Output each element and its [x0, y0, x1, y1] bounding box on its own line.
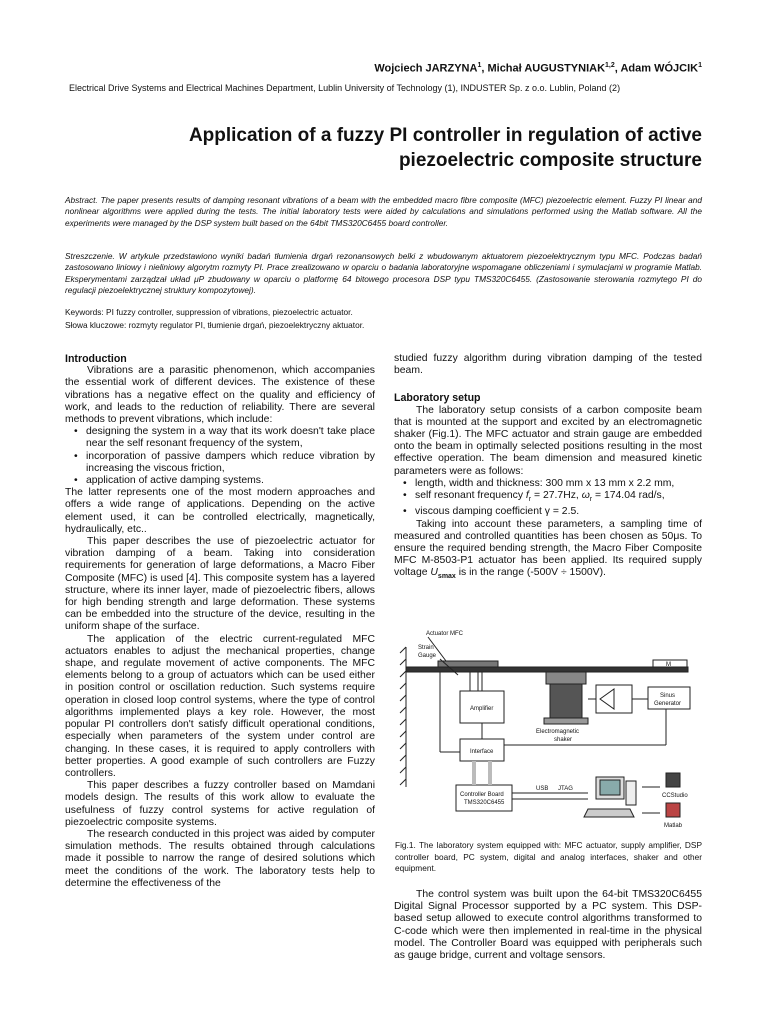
lab-bullet-2a: self resonant frequency: [415, 490, 526, 502]
electromagnetic-shaker: [550, 684, 582, 718]
author-3: Adam WÓJCIK: [620, 62, 699, 75]
figure-1-diagram: [398, 627, 698, 833]
right-column-upper: [394, 353, 702, 584]
lab-bullet-2c: = 174.04 rad/s,: [592, 490, 665, 502]
label-shaker-1: Electromagnetic: [536, 729, 580, 735]
intro-bullet: • application of active damping systems.: [65, 475, 375, 487]
keywords-text: PI fuzzy controller, suppression of vibrations, piezoelectric actuator.: [106, 307, 353, 317]
figure-1-caption: Fig.1. The laboratory system equipped with: MFC actuator, supply amplifier, DSP controller board, PC system, digital and analog interfaces, shaker and other equipment.: [395, 840, 702, 874]
author-1: Wojciech JARZYNA: [374, 62, 478, 75]
left-column: [65, 353, 375, 890]
abstract-text: The paper presents results of damping resonant vibrations of a beam with the embedded macro fibre composite (MFC) piezoelectric element. Fuzzy PI linear and nonlinear algorithms were applied during the tests. The initial laboratory tests were aided by calculations and simulations performed using the Matlab software. All the experiments were managed by the DSP system built based on the 64bit TMS320C6455 board controller.: [65, 195, 702, 228]
streszczenie-label: Streszczenie.: [65, 251, 115, 261]
keywords-en: [65, 306, 702, 319]
voltage-subscript: smax: [437, 573, 456, 581]
lab-bullet-2-w: ω: [581, 490, 590, 502]
lab-bullet-2-sub2: r: [589, 496, 593, 504]
label-interface: Interface: [470, 749, 494, 755]
intro-paragraph-5: This paper describes a fuzzy controller based on Mamdani models design. The results of this work allow to evaluate the usefulness of fuzzy control systems for active regulation of piezoelectric composite systems.: [65, 780, 375, 828]
label-mass: M: [666, 662, 671, 668]
laboratory-setup-heading: Laboratory setup: [394, 392, 481, 405]
ccs-logo: [666, 773, 680, 787]
lab-bullet: • viscous damping coefficient γ = 2.5.: [394, 506, 702, 518]
label-matlab: Matlab: [664, 823, 683, 829]
author-2-affil: 1,2: [605, 62, 615, 69]
pc-keyboard: [584, 809, 634, 817]
streszczenie-text: W artykule przedstawiono wyniki badań tłumienia drgań rezonansowych belki z wbudowanym aktuatorem piezoelektrycznym typu MFC. Podczas badań zastosowano liniowy i nieliniowy algorytm rozmyty PI. Prace zrealizowano w oparciu o badania laboratoryjne wspomagane obliczeniami i symulacjami w programie Matlab. Eksperymentami zarządzał układ μP zbudowany w oparciu o platformę 64 bitowego procesora DSP typu TMS320C6455. (Zastosowanie sterowania rozmytego PI do regulacji piezoelektrycznej struktury kompozytowej).: [65, 251, 702, 296]
lab-bullet: [394, 490, 702, 506]
keywords-label: Keywords:: [65, 307, 104, 317]
intro-bullet: • incorporation of passive dampers which reduce vibration by increasing the viscous friction,: [65, 451, 375, 475]
lab-paragraph-1: The laboratory setup consists of a carbon composite beam that is mounted at the support and excited by an electromagnetic shaker (Fig.1). The MFC actuator and strain gauge are embedded onto the beam in optimally selected positions resulting in the most effective operation. The beam dimension and measured kinetic parameters were as follows:: [394, 404, 702, 477]
intro-paragraph-3: This paper describes the use of piezoelectric actuator for vibration damping of a beam. Taking into consideration requirements for generation of large deformations, a Macro Fiber Composite (MFC) is used [4]. This composite system has a layered structure, where its inner layer, made of piezoelectric fibers, allows for high bending strength and large deformation. These systems can be embedded into the structure of the device, resulting in the uniform shape of the surface.: [65, 536, 375, 633]
lab-bullet-2b: = 27.7Hz,: [531, 490, 582, 502]
streszczenie: [65, 251, 702, 297]
affiliation: Electrical Drive Systems and Electrical Machines Department, Lublin University of Technology (1), INDUSTER Sp. z o.o. Lublin, Poland (2): [69, 83, 621, 93]
lab-bullet: • length, width and thickness: 300 mm x 13 mm x 2.2 mm,: [394, 478, 702, 490]
intro-bullet-list: [65, 426, 375, 487]
label-board-1: Controller Board: [460, 792, 504, 798]
abstract-label: Abstract.: [65, 195, 98, 205]
intro-paragraph-1: Vibrations are a parasitic phenomenon, which accompanies the essential work of different devices. The existence of these vibrations has a negative effect on the quality and efficiency of work, and leads to the reduction of reliability. There are several methods to prevent vibrations, which include:: [65, 365, 375, 426]
keywords: [65, 306, 702, 331]
title-line-1: Application of a fuzzy PI controller in regulation of active: [188, 125, 702, 146]
lab-paragraph-2: [394, 519, 702, 584]
label-sinus-1: Sinus: [660, 693, 676, 699]
author-3-affil: 1: [698, 62, 702, 69]
label-strain-1: Strain: [418, 645, 434, 651]
composite-beam: [406, 667, 688, 672]
right-paragraph-0: studied fuzzy algorithm during vibration damping of the tested beam.: [394, 353, 702, 377]
label-strain-2: Gauge: [418, 653, 437, 659]
paper-title: [102, 123, 702, 173]
matlab-logo: [666, 803, 680, 817]
lab-paragraph-2b: is in the range (-500V ÷ 1500V).: [455, 567, 606, 579]
author-2: Michał AUGUSTYNIAK: [487, 62, 606, 75]
author-line: Wojciech JARZYNA$^1$, Michał AUGUSTYNIAK$^{1,2}$, Adam WÓJCIK$^1$: [374, 62, 702, 75]
lab-paragraph-3: The control system was built upon the 64-bit TMS320C6455 Digital Signal Processor supported by a PC system. This DSP-based setup allowed to execute control algorithms transformed to C-code which were then implemented in real-time in the physical model. The Controller Board was equipped with peripherals such as gauge bridge, current and voltage sensors.: [394, 889, 702, 962]
intro-bullet: • designing the system in a way that its work doesn't take place near the self resonant frequency of the system,: [65, 426, 375, 450]
label-shaker-2: shaker: [554, 737, 573, 743]
controller-board-box: [456, 785, 512, 811]
intro-paragraph-2: The latter represents one of the most modern approaches and offers a wide range of applications. Depending on the active element used, it can be controlled electrically, magnetically, hydraulically, etc..: [65, 487, 375, 535]
voltage-symbol: U: [430, 567, 438, 579]
label-actuator: Actuator MFC: [426, 631, 464, 637]
label-board-2: TMS320C6455: [464, 800, 505, 806]
abstract: [65, 195, 702, 229]
keywords-pl-label: Słowa kluczowe:: [65, 319, 127, 330]
keywords-pl: [65, 319, 702, 332]
intro-paragraph-6: The research conducted in this project was aided by computer simulation methods. The results obtained through calculations made it possible to narrow the range of desired solutions which meet the conditions of the work. The laboratory tests help to determine the effectiveness of the: [65, 828, 375, 889]
lab-bullet-2-sub1: r: [528, 496, 532, 504]
label-usb: USB: [536, 786, 549, 792]
lab-bullet-list: [394, 478, 702, 519]
introduction-heading: Introduction: [65, 353, 127, 365]
label-jtag: JTAG: [558, 786, 573, 792]
intro-paragraph-4: The application of the electric current-regulated MFC actuators enables to adjust the mechanical properties, change shape, and regulate movement of active components. The MFC elements belong to a group of actuators which can be used either in position control or oscillation reduction. Such systems require operation in closed loop control systems, where the type of control algorithms implemented plays a key role. However, the most popular PI controllers don't satisfy difficult operational conditions, especially when parameters of the system under control are changing. In these cases, it is required to apply controllers with better properties. A good example of such controllers are Fuzzy controllers.: [65, 633, 375, 779]
right-column-lower: [394, 889, 702, 962]
keywords-pl-text: rozmyty regulator PI, tłumienie drgań, piezoelektryczny aktuator.: [128, 319, 365, 330]
lab-setup-svg: [398, 627, 698, 833]
title-line-2: piezoelectric composite structure: [398, 150, 702, 171]
author-1-affil: 1: [477, 62, 482, 69]
label-amplifier: Amplifier: [470, 706, 494, 712]
lab-bullet-2-f: f: [525, 490, 529, 502]
label-sinus-2: Generator: [654, 701, 682, 707]
mfc-actuator: [438, 661, 498, 667]
label-ccs: CCStudio: [662, 793, 688, 799]
lab-paragraph-2a: Taking into account these parameters, a sampling time of measured and controlled quantities has been chosen as 50μs. To ensure the required bending strength, the Macro Fiber Composite MFC M-8503-P1 actuator has been applied. Its required supply voltage: [394, 518, 702, 579]
